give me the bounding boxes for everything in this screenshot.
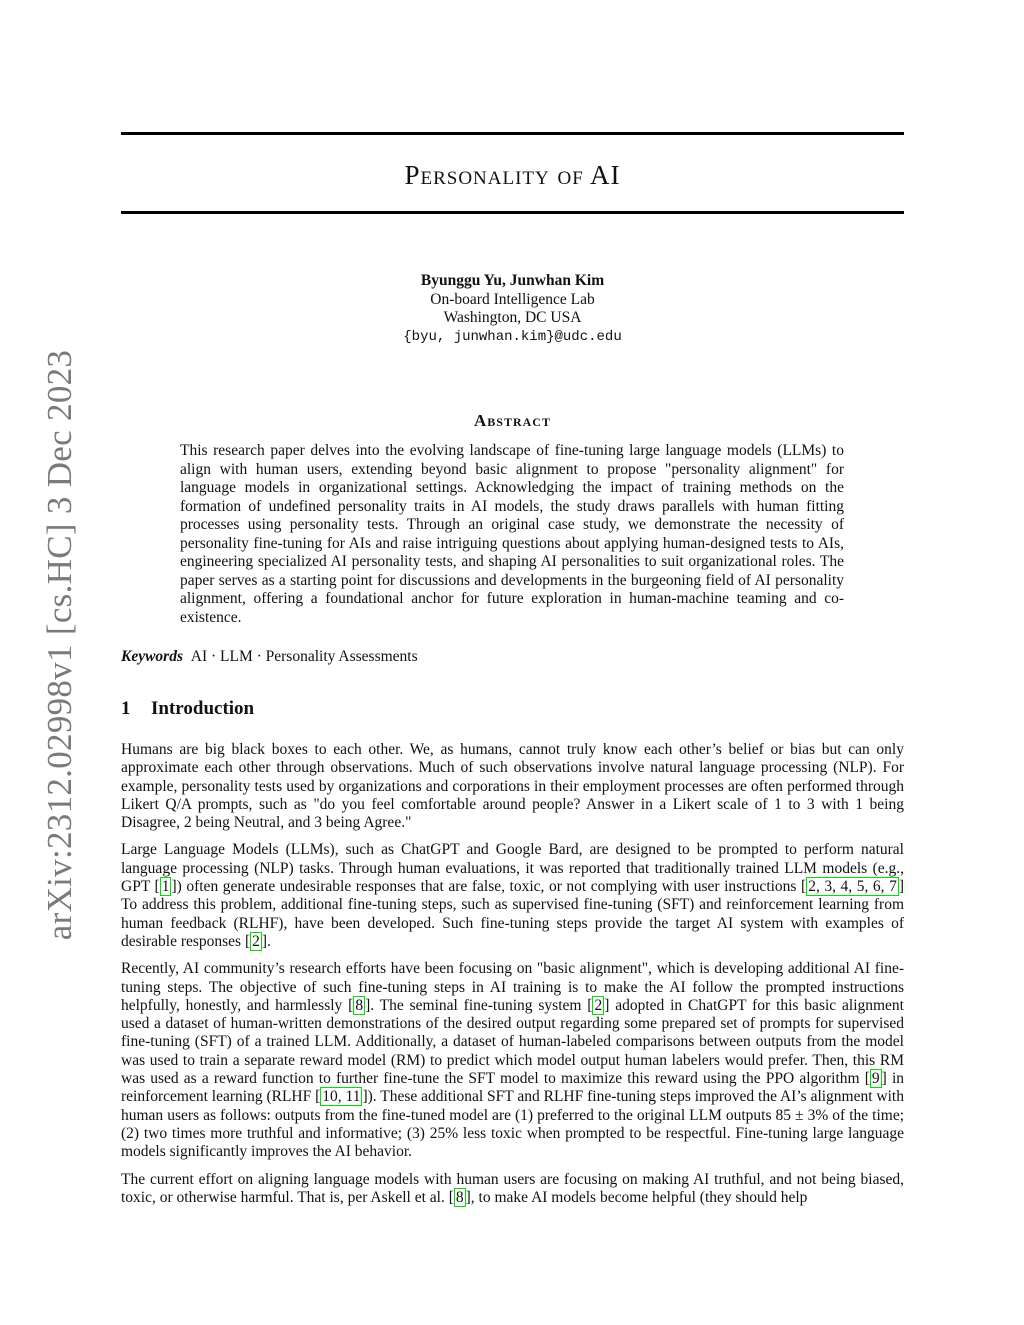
- text-run: ]). These additional SFT and RLHF fine-tuning steps improved the AI’s alignment with human users as follows: outputs from the fine-tuned model are (1) preferred to the original LLM outputs 85 ± 3% of the time; (2) two times more truthful and informative; (3) 25% less toxic when prompted to be respectful. Fine-tuning large language models significantly improves the AI behavior.: [121, 1088, 904, 1161]
- section-body: [121, 741, 904, 1216]
- text-run: ] To address this problem, additional fine-tuning steps, such as supervised fine-tuning (SFT) and reinforcement learning from human feedback (RLHF), have been developed. Such fine-tuning steps provide the target AI system with examples of desirable responses [: [121, 878, 904, 950]
- section-title: Introduction: [151, 698, 255, 719]
- abstract-heading: Abstract: [474, 411, 551, 430]
- citation-link[interactable]: 8: [355, 996, 364, 1014]
- arxiv-identifier: arXiv:2312.02998v1 [cs.HC] 3 Dec 2023: [40, 349, 79, 941]
- title-rule-top: [121, 132, 904, 135]
- paragraph-3: [121, 960, 904, 1161]
- abstract-text: This research paper delves into the evolving landscape of fine-tuning large language models (LLMs) to align with human users, extending beyond basic alignment to propose "personality alignment" for language models in organizational settings. Acknowledging the impact of training methods on the formation of undefined personality traits in AI models, the study draws parallels with human fitting processes using personality tests. Through an original case study, we demonstrate the necessity of personality fine-tuning for AIs and raise intriguing questions about applying human-designed tests to AIs, engineering specialized AI personality tests, and shaping AI personalities to suit organizational roles. The paper serves as a starting point for discussions and developments in the burgeoning field of AI personality alignment, offering a foundational anchor for future exploration in human-machine teaming and co-existence.: [180, 442, 844, 626]
- citation-link[interactable]: 10, 11: [322, 1088, 361, 1106]
- author-affiliation: On-board Intelligence Lab: [430, 290, 595, 308]
- section-number: 1: [121, 698, 131, 719]
- text-run: The current effort on aligning language models with human users are focusing on making AI truthful, and not being biased, toxic, or otherwise harmful. That is, per Askell et al. [: [121, 1170, 904, 1206]
- title-rule-bottom: [121, 211, 904, 214]
- text-run: ].: [261, 932, 271, 950]
- paper-title: Personality of AI: [404, 160, 621, 190]
- keywords-values: AI · LLM · Personality Assessments: [190, 648, 418, 665]
- section-heading: [121, 698, 254, 720]
- citation-link[interactable]: 9: [871, 1070, 880, 1088]
- citation-link[interactable]: 8: [455, 1188, 464, 1206]
- paragraph-1: Humans are big black boxes to each other. We, as humans, cannot truly know each other’s belief or bias but can only approximate each other through observations. Much of such observations involve natural language processing (NLP). For example, personality tests used by organizations and corporations in their employment processes are often performed through Likert Q/A prompts, such as "do you feel comfortable around people? Answer in a Likert scale of 1 to 3 with 1 being Disagree, 2 being Neutral, and 3 being Agree.": [121, 741, 904, 832]
- citation-link[interactable]: 1: [161, 878, 170, 896]
- text-run: Recently, AI community’s research efforts have been focusing on "basic alignment", which is developing additional AI fine-tuning steps. The objective of such fine-tuning steps in AI training is to make the AI follow the prompted instructions helpfully, honestly, and harmlessly [: [121, 960, 904, 1014]
- author-email: {byu, junwhan.kim}@udc.edu: [403, 328, 622, 345]
- author-location: Washington, DC USA: [443, 309, 582, 326]
- text-run: ] in reinforcement learning (RLHF [: [121, 1070, 905, 1106]
- paragraph-4: [121, 1171, 904, 1208]
- paragraph-2: [121, 841, 904, 951]
- text-run: ]. The seminal fine-tuning system [: [365, 996, 593, 1014]
- citation-link[interactable]: 2, 3, 4, 5, 6, 7: [808, 878, 897, 896]
- citation-link[interactable]: 2: [594, 996, 603, 1014]
- keywords-line: [121, 648, 904, 666]
- author-names: Byunggu Yu, Junwhan Kim: [420, 272, 605, 289]
- text-run: ] adopted in ChatGPT for this basic alignment used a dataset of human-written demonstrations of the desired output regarding some prepared set of prompts for supervised fine-tuning (SFT) of a trained LLM. Additionally, a dataset of human-labeled comparisons between outputs from the model was used to train a separate reward model (RM) to predict which model output human labelers would prefer. Then, this RM was used as a reward function to further fine-tune the SFT model to maximize this reward using the PPO algorithm [: [121, 996, 904, 1088]
- author-block: [121, 272, 904, 346]
- citation-link[interactable]: 2: [252, 932, 260, 950]
- text-run: Large Language Models (LLMs), such as ChatGPT and Google Bard, are designed to be prompted to perform natural language processing (NLP) tasks. Through human evaluations, it was reported that traditionally trained LLM models (e.g., GPT [: [121, 841, 904, 896]
- keywords-label: Keywords: [121, 648, 183, 665]
- text-run: ], to make AI models become helpful (they should help: [465, 1188, 808, 1206]
- text-run: ]) often generate undesirable responses that are false, toxic, or not complying with user instructions [: [171, 878, 807, 896]
